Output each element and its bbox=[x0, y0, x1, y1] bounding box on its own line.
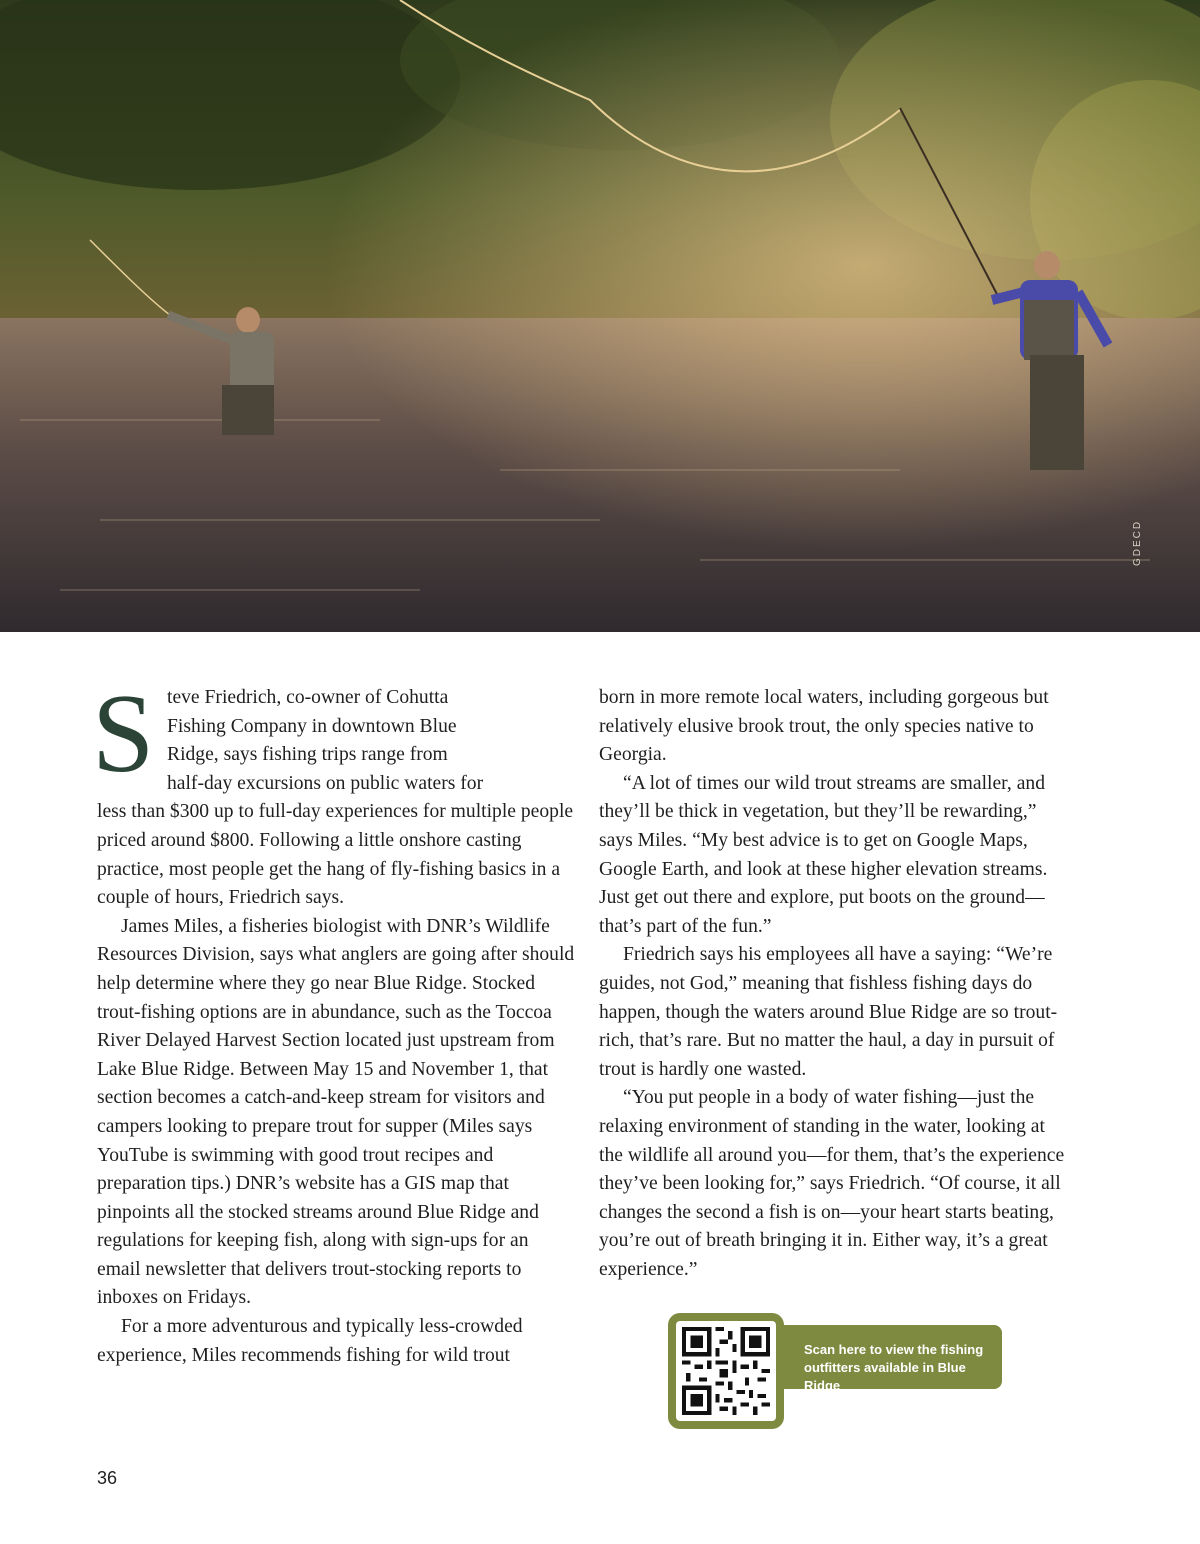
article-column-right bbox=[599, 684, 1069, 1284]
paragraph-continuation: born in more remote local waters, including gorgeous but relatively elusive brook trout, the only species native to Georgia. bbox=[599, 687, 1049, 766]
qr-code[interactable] bbox=[668, 1313, 784, 1429]
lead-line: Ridge, says fishing trips range from bbox=[167, 744, 448, 766]
paragraph-guides-saying: Friedrich says his employees all have a saying: “We’re guides, not God,” meaning that fishless fishing days do happen, though the waters around Blue Ridge are so trout-rich, that’s rare. But no matter the haul, a day in pursuit of trout is hardly one wasted. bbox=[599, 944, 1058, 1080]
drop-cap: S bbox=[92, 672, 155, 796]
lead-line: Fishing Company in downtown Blue bbox=[167, 715, 457, 737]
lead-line: teve Friedrich, co-owner of Cohutta bbox=[167, 687, 449, 708]
lead-paragraph bbox=[97, 684, 575, 913]
page-number: 36 bbox=[97, 1468, 118, 1488]
hero-photo bbox=[0, 0, 1200, 632]
fly-fishing-illustration bbox=[0, 0, 1200, 632]
paragraph-miles-quote: “A lot of times our wild trout streams are smaller, and they’ll be thick in vegetation, but they’ll be rewarding,” says Miles. “My best advice is to get on Google Maps, Google Earth, and look at these higher elevation streams. Just get out there and explore, put boots on the ground—that’s part of the fun.” bbox=[599, 772, 1048, 937]
photo-credit: GDECD bbox=[1132, 519, 1143, 566]
article-column-left bbox=[97, 684, 575, 1370]
paragraph-wild-trout: For a more adventurous and typically less-crowded experience, Miles recommends fishing for wild trout bbox=[97, 1316, 523, 1366]
lead-rest: less than $300 up to full-day experiences for multiple people priced around $800. Following a little onshore casting practice, most people get the hang of fly-fishing basics in a couple of hours, Friedrich says. bbox=[97, 801, 574, 909]
paragraph-miles-stocked: James Miles, a fisheries biologist with DNR’s Wildlife Resources Division, says what anglers are going after should help determine where they go near Blue Ridge. Stocked trout-fishing options are in abundance, such as the Toccoa River Delayed Harvest Section located just upstream from Lake Blue Ridge. Between May 15 and November 1, that section becomes a catch-and-keep stream for visitors and campers looking to prepare trout for supper (Miles says YouTube is swimming with good trout recipes and preparation tips.) DNR’s website has a GIS map that pinpoints all the stocked streams around Blue Ridge and regulations for keeping fish, along with sign-ups for an email newsletter that delivers trout-stocking reports to inboxes on Fridays. bbox=[97, 915, 575, 1309]
paragraph-friedrich-quote: “You put people in a body of water fishing—just the relaxing environment of standing in the water, looking at the wildlife all around you—for them, that’s the experience they’ve been looking for,” says Friedrich. “Of course, it all changes the second a fish is on—your heart starts beating, you’re out of breath bringing it in. Either way, it’s a great experience.” bbox=[599, 1087, 1065, 1280]
qr-caption: Scan here to view the fishing outfitters available in Blue Ridge bbox=[770, 1325, 1002, 1389]
qr-code-icon bbox=[682, 1327, 770, 1415]
lead-line: half-day excursions on public waters for bbox=[167, 772, 484, 794]
